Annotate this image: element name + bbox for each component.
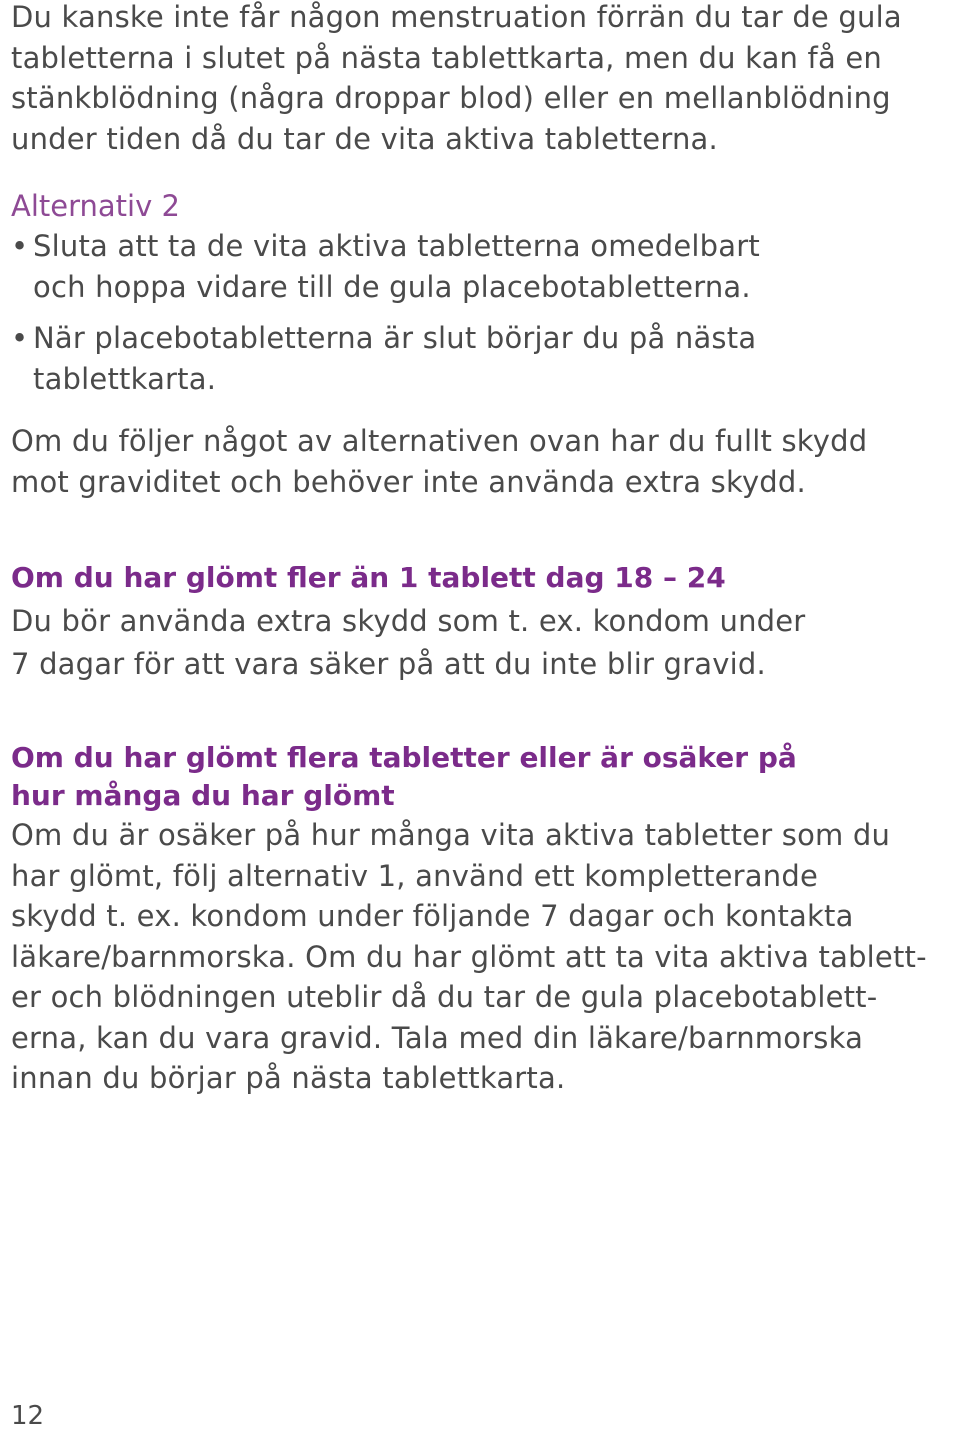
section-2-line-3: skydd t. ex. kondom under följande 7 dagar och kontakta bbox=[11, 899, 854, 933]
section-2-line-5: er och blödningen uteblir då du tar de gula placebotablett- bbox=[11, 980, 878, 1014]
section-heading-line-1: Om du har glömt flera tabletter eller är osäker på bbox=[11, 741, 797, 774]
summary-line-1: Om du följer något av alternativen ovan har du fullt skydd bbox=[11, 424, 868, 458]
bullet-2-line-1: När placebotabletterna är slut börjar du på nästa bbox=[33, 321, 757, 355]
section-2-line-1: Om du är osäker på hur många vita aktiva tabletter som du bbox=[11, 818, 891, 852]
section-1-line-1: Du bör använda extra skydd som t. ex. kondom under bbox=[11, 604, 806, 638]
section-body-unsure bbox=[11, 815, 927, 1099]
bullet-text bbox=[33, 318, 756, 399]
bullet-icon: • bbox=[11, 321, 29, 355]
bullet-text bbox=[33, 226, 760, 307]
section-heading-line-2: hur många du har glömt bbox=[11, 779, 395, 812]
intro-paragraph bbox=[11, 0, 902, 159]
bullet-item-stop-white-tablets bbox=[11, 226, 760, 307]
section-2-line-7: innan du börjar på nästa tablettkarta. bbox=[11, 1061, 566, 1095]
section-1-line-2: 7 dagar för att vara säker på att du inte blir gravid. bbox=[11, 646, 766, 681]
section-heading-unsure bbox=[11, 739, 797, 815]
bullet-1-line-2: och hoppa vidare till de gula placebotabletterna. bbox=[33, 269, 751, 304]
section-heading-line: Om du har glömt fler än 1 tablett dag 18 – 24 bbox=[11, 561, 726, 594]
intro-line-3: stänkblödning (några droppar blod) eller en mellanblödning bbox=[11, 81, 891, 115]
bullet-2-line-2: tablettkarta. bbox=[33, 361, 217, 396]
bullet-item-next-card bbox=[11, 318, 756, 399]
bullet-icon: • bbox=[11, 229, 29, 263]
bullet-1-line-1: Sluta att ta de vita aktiva tabletterna omedelbart bbox=[33, 229, 760, 263]
section-2-line-6: erna, kan du vara gravid. Tala med din läkare/barnmorska bbox=[11, 1020, 864, 1055]
alternative-2-heading: Alternativ 2 bbox=[11, 189, 180, 223]
section-2-line-4: läkare/barnmorska. Om du har glömt att ta vita aktiva tablett- bbox=[11, 939, 927, 974]
summary-line-2: mot graviditet och behöver inte använda extra skydd. bbox=[11, 464, 806, 499]
summary-paragraph bbox=[11, 421, 867, 502]
section-body-missed-day-18-24 bbox=[11, 600, 805, 685]
intro-line-1: Du kanske inte får någon menstruation förrän du tar de gula bbox=[11, 0, 902, 34]
section-2-line-2: har glömt, följ alternativ 1, använd ett kompletterande bbox=[11, 858, 818, 893]
intro-line-4: under tiden då du tar de vita aktiva tabletterna. bbox=[11, 121, 718, 156]
section-heading-missed-day-18-24 bbox=[11, 559, 726, 597]
intro-line-2: tabletterna i slutet på nästa tablettkarta, men du kan få en bbox=[11, 40, 882, 75]
page-number: 12 bbox=[11, 1401, 45, 1431]
